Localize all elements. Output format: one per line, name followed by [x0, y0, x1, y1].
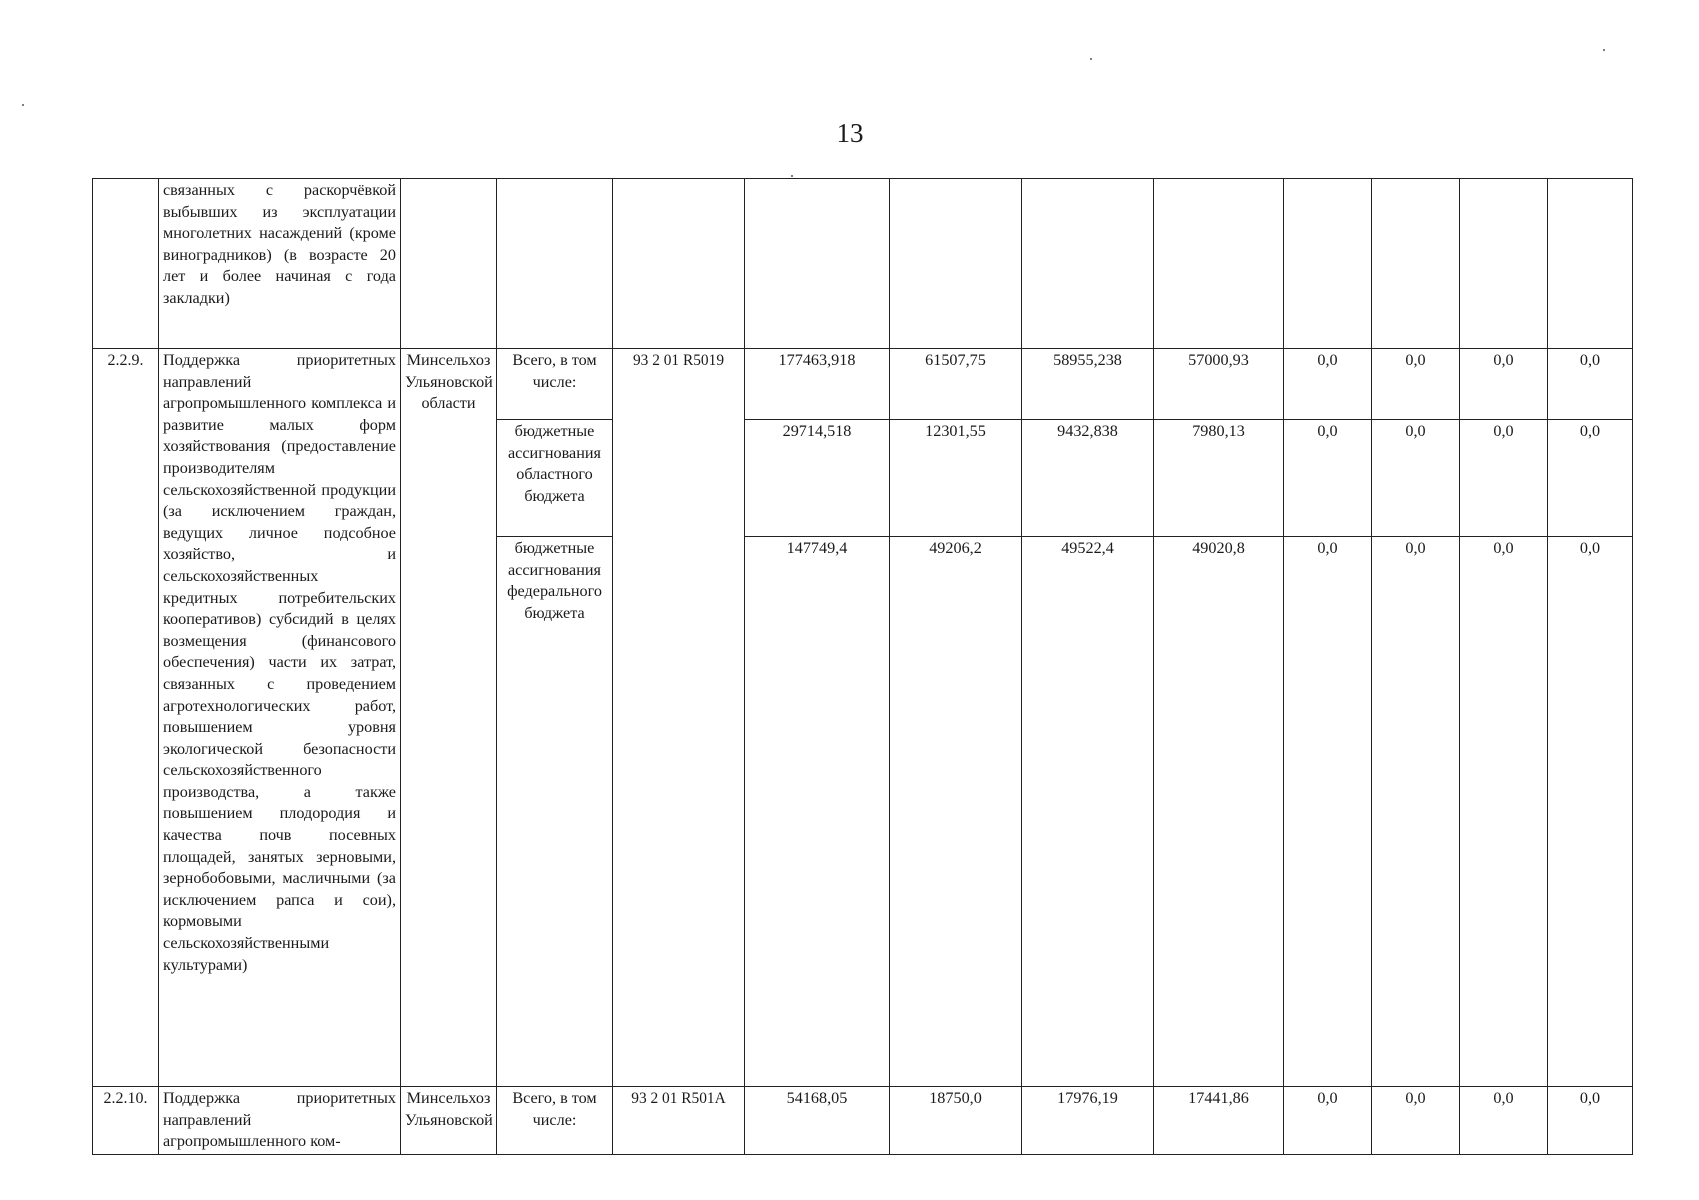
page-number: 13: [836, 118, 864, 148]
cell-empty: [1548, 179, 1633, 349]
cell-empty: [1460, 179, 1548, 349]
value-cell: 0,0: [1460, 537, 1548, 1087]
value-cell: 0,0: [1284, 349, 1372, 420]
cell-empty: [1154, 179, 1284, 349]
value-cell: 0,0: [1460, 349, 1548, 420]
budget-table: [92, 178, 1633, 1155]
value-cell: 49020,8: [1154, 537, 1284, 1087]
row-executor: Минсельхоз Ульяновской: [401, 1087, 497, 1155]
cell-empty: [497, 179, 613, 349]
value-cell: 0,0: [1284, 537, 1372, 1087]
value-cell: 0,0: [1372, 420, 1460, 537]
value-cell: 12301,55: [890, 420, 1022, 537]
value-cell: 0,0: [1460, 1087, 1548, 1155]
value-cell: 0,0: [1548, 537, 1633, 1087]
value-cell: 177463,918: [745, 349, 890, 420]
scan-speck: [791, 175, 793, 177]
value-cell: 61507,75: [890, 349, 1022, 420]
value-cell: 0,0: [1372, 1087, 1460, 1155]
row-index: 2.2.9.: [93, 349, 159, 1087]
value-cell: 147749,4: [745, 537, 890, 1087]
funding-source: бюджетные ассигнования федерального бюджета: [497, 537, 613, 1087]
row-description: Поддержка приоритетных направлений агропромышленного ком-: [159, 1087, 401, 1155]
value-cell: 54168,05: [745, 1087, 890, 1155]
scan-speck: [22, 104, 24, 106]
row-index: 2.2.10.: [93, 1087, 159, 1155]
value-cell: 0,0: [1372, 349, 1460, 420]
budget-code: 93 2 01 R501A: [613, 1087, 745, 1155]
funding-source: бюджетные ассигнования областного бюджета: [497, 420, 613, 537]
cell-empty: [890, 179, 1022, 349]
cell-empty: [401, 179, 497, 349]
funding-source: Всего, в том числе:: [497, 349, 613, 420]
value-cell: 17976,19: [1022, 1087, 1154, 1155]
cell-index-empty: [93, 179, 159, 349]
value-cell: 7980,13: [1154, 420, 1284, 537]
value-cell: 29714,518: [745, 420, 890, 537]
scan-speck: [1090, 58, 1092, 60]
value-cell: 0,0: [1548, 420, 1633, 537]
value-cell: 0,0: [1372, 537, 1460, 1087]
cell-empty: [745, 179, 890, 349]
cell-empty: [1284, 179, 1372, 349]
value-cell: 0,0: [1284, 420, 1372, 537]
table-row-2-2-10-total: [93, 1087, 1633, 1155]
value-cell: 58955,238: [1022, 349, 1154, 420]
cell-empty: [1022, 179, 1154, 349]
value-cell: 0,0: [1284, 1087, 1372, 1155]
table-row-prev: [93, 179, 1633, 349]
value-cell: 0,0: [1460, 420, 1548, 537]
value-cell: 0,0: [1548, 1087, 1633, 1155]
value-cell: 49206,2: [890, 537, 1022, 1087]
row-description: Поддержка приоритетных направлений агропромышленного комплекса и развитие малых форм хозяйствования (предоставление производителям сельскохозяйственной продукции (за исключением граждан, ведущих личное подсобное хозяйство, и сельскохозяйственных кредитных потребительских кооперативов) субсидий в целях возмещения (финансового обеспечения) части их затрат, связанных с проведением агротехнологических работ, повышением уровня экологической безопасности сельскохозяйственного производства, а также повышением плодородия и качества почв посевных площадей, занятых зерновыми, зернобобовыми, масличными (за исключением рапса и сои), кормовыми сельскохозяйственными культурами): [159, 349, 401, 1087]
cell-empty: [613, 179, 745, 349]
row-executor: Минсельхоз Ульяновской области: [401, 349, 497, 1087]
prev-description: связанных с раскорчёвкой выбывших из эксплуатации многолетних насаждений (кроме виноградников) (в возрасте 20 лет и более начиная с года закладки): [159, 179, 401, 349]
value-cell: 17441,86: [1154, 1087, 1284, 1155]
budget-code: 93 2 01 R5019: [613, 349, 745, 1087]
cell-empty: [1372, 179, 1460, 349]
value-cell: 0,0: [1548, 349, 1633, 420]
value-cell: 9432,838: [1022, 420, 1154, 537]
table-row-2-2-9-total: [93, 349, 1633, 420]
value-cell: 18750,0: [890, 1087, 1022, 1155]
value-cell: 57000,93: [1154, 349, 1284, 420]
scan-speck: [1603, 49, 1605, 51]
funding-source: Всего, в том числе:: [497, 1087, 613, 1155]
value-cell: 49522,4: [1022, 537, 1154, 1087]
